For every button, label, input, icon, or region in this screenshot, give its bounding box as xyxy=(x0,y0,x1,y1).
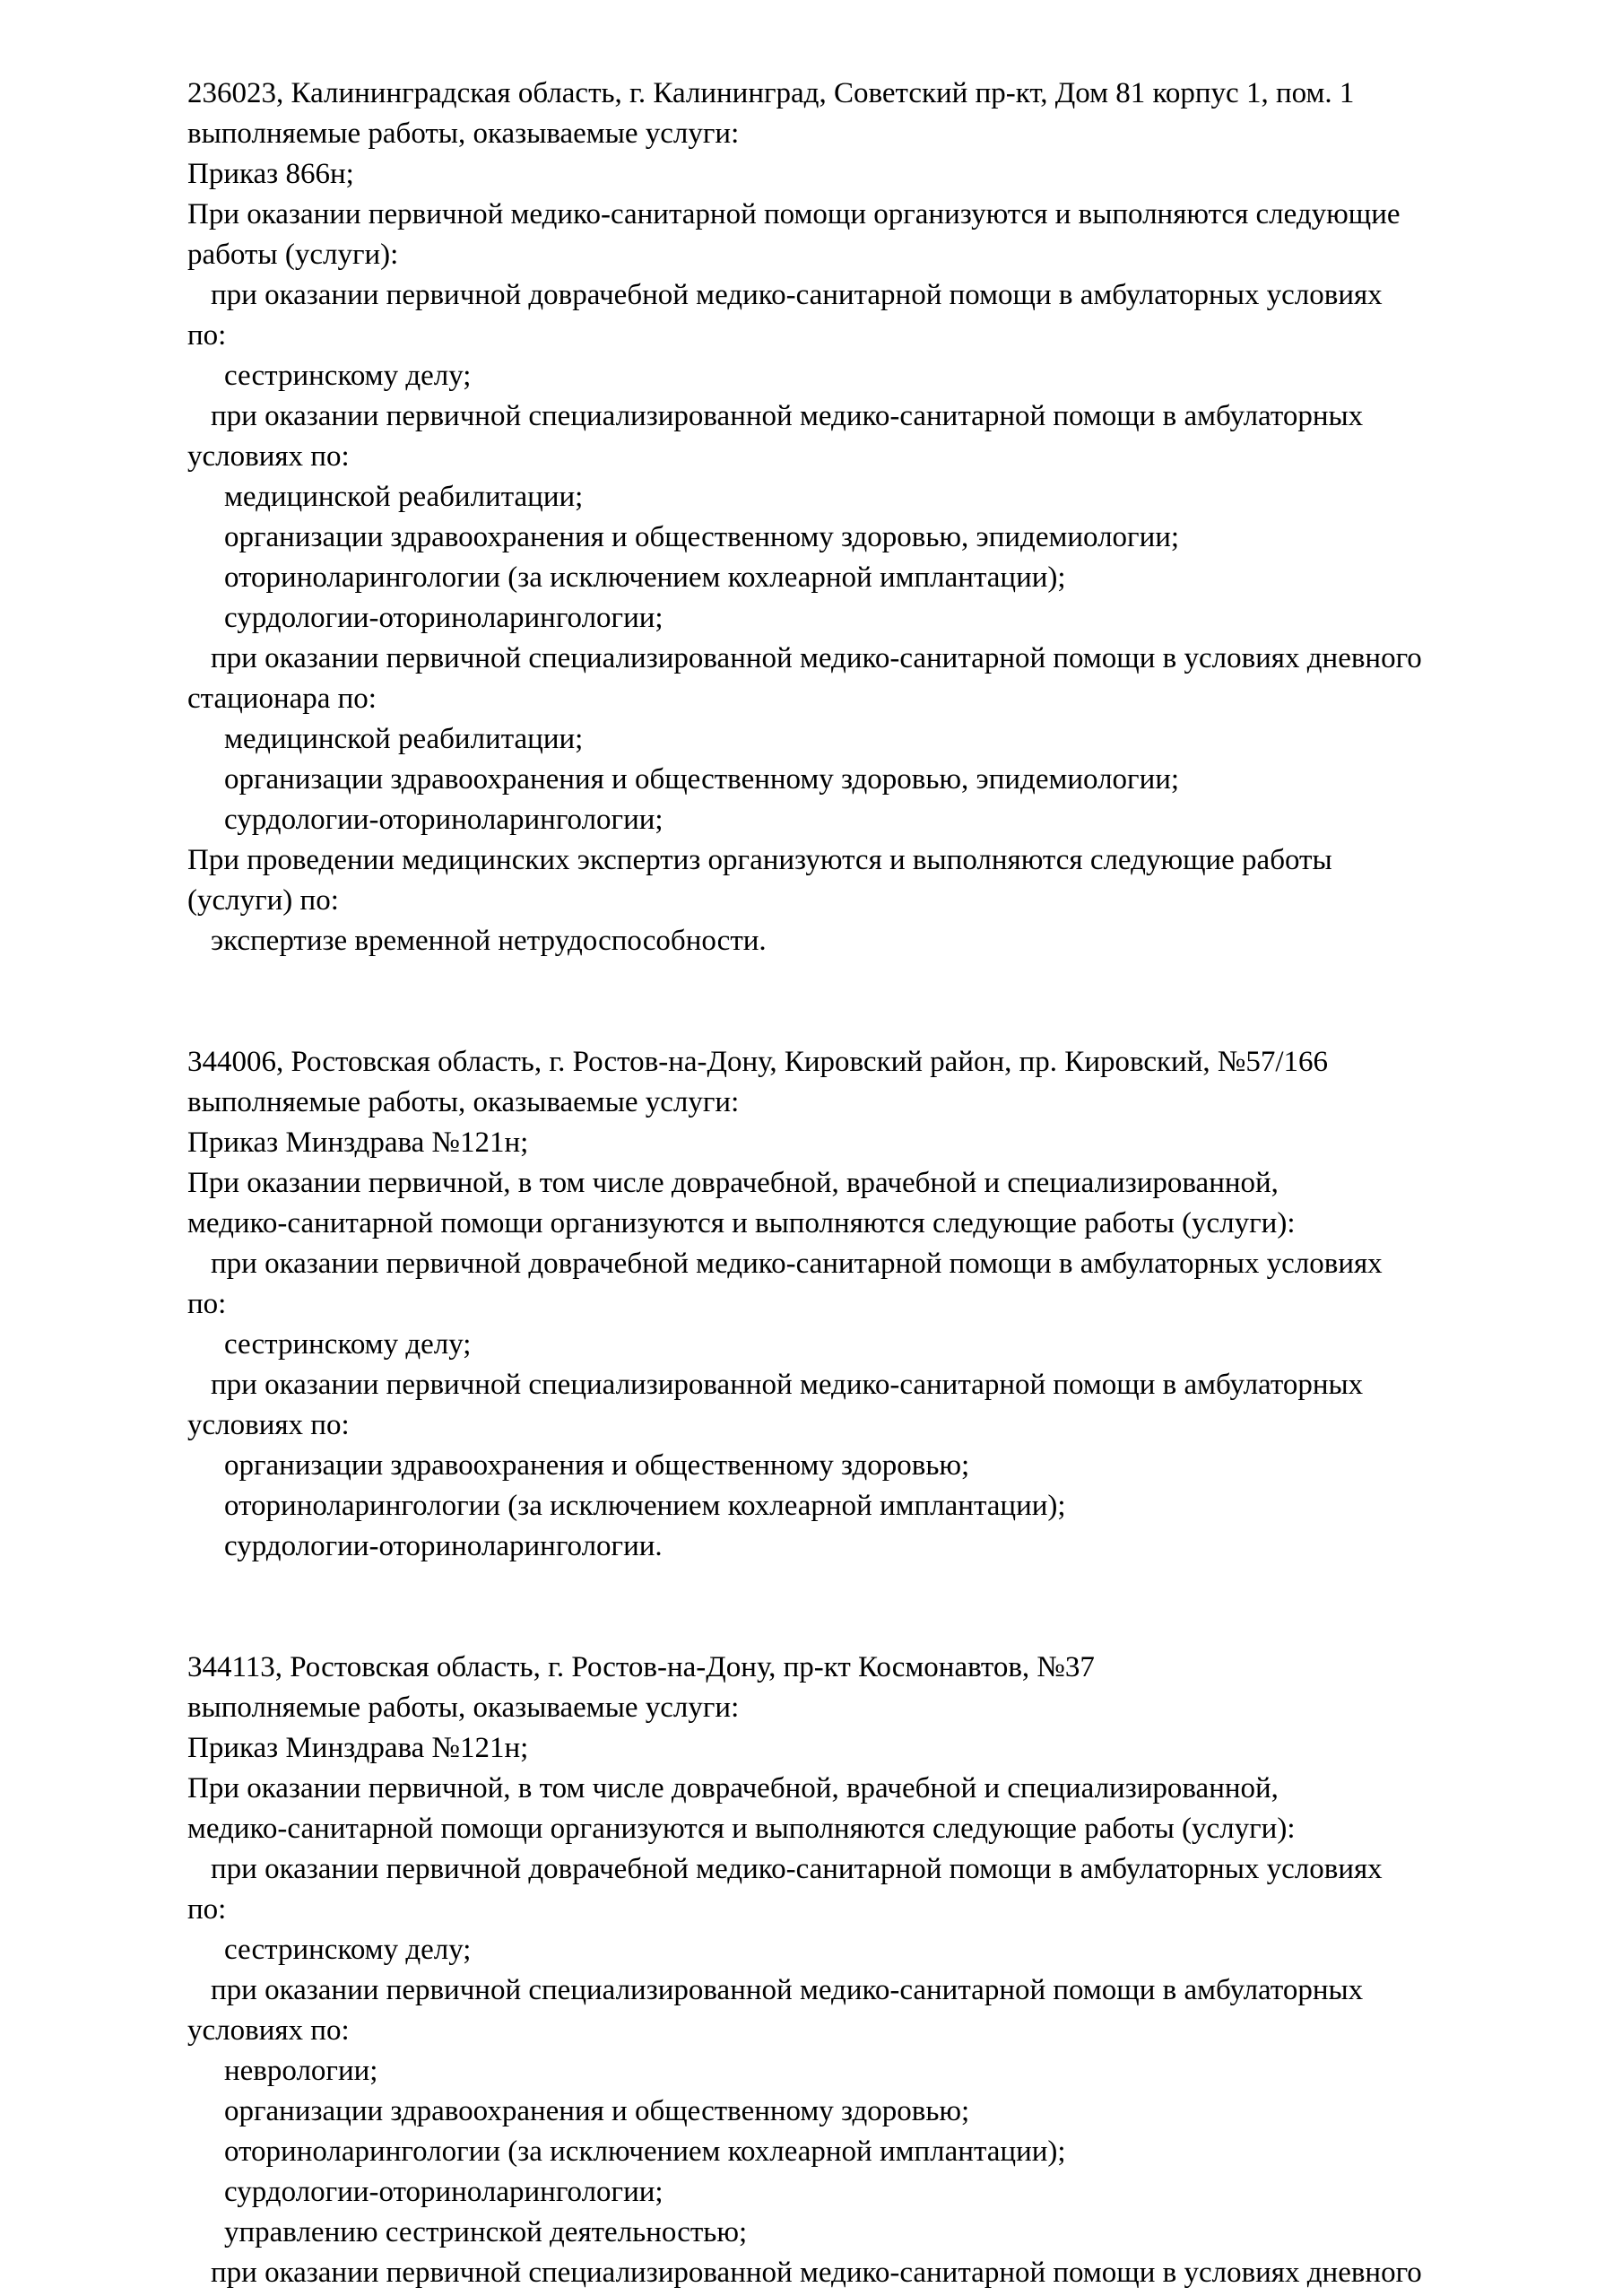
text-line: при оказании первичной специализированной медико-санитарной помощи в условиях дневного xyxy=(211,2257,1422,2289)
section-rostov-344113 xyxy=(187,1648,1568,2293)
text-line: условиях по: xyxy=(187,1409,350,1441)
text-line: При оказании первичной медико-санитарной помощи организуются и выполняются следующие xyxy=(187,198,1401,230)
text-line: Приказ Минздрава №121н; xyxy=(187,1732,529,1764)
text-line: при оказании первичной специализированной медико-санитарной помощи в амбулаторных xyxy=(211,400,1364,432)
text-line: медико-санитарной помощи организуются и выполняются следующие работы (услуги): xyxy=(187,1813,1296,1845)
text-line: сурдологии-оториноларингологии; xyxy=(224,602,664,634)
text-line: при оказании первичной доврачебной медико-санитарной помощи в амбулаторных условиях xyxy=(211,1853,1383,1885)
text-line: экспертизе временной нетрудоспособности. xyxy=(211,925,767,957)
text-line: сестринскому делу; xyxy=(224,1328,472,1361)
text-line: выполняемые работы, оказываемые услуги: xyxy=(187,1692,740,1724)
text-line: выполняемые работы, оказываемые услуги: xyxy=(187,117,740,150)
text-line: организации здравоохранения и общественному здоровью, эпидемиологии; xyxy=(224,763,1180,796)
text-line: по: xyxy=(187,319,227,352)
text-line: сурдологии-оториноларингологии. xyxy=(224,1530,663,1562)
text-line: оториноларингологии (за исключением кохлеарной имплантации); xyxy=(224,2135,1066,2168)
text-line: выполняемые работы, оказываемые услуги: xyxy=(187,1086,740,1118)
text-line: организации здравоохранения и общественному здоровью; xyxy=(224,2095,970,2127)
text-line: 344006, Ростовская область, г. Ростов-на-Дону, Кировский район, пр. Кировский, №57/166 xyxy=(187,1046,1329,1078)
text-line: стационара по: xyxy=(187,683,377,715)
text-line: управлению сестринской деятельностью; xyxy=(224,2216,748,2248)
text-line: оториноларингологии (за исключением кохлеарной имплантации); xyxy=(224,561,1066,594)
text-line: сестринскому делу; xyxy=(224,1934,472,1966)
text-line: При проведении медицинских экспертиз организуются и выполняются следующие работы xyxy=(187,844,1332,876)
text-line: по: xyxy=(187,1893,227,1926)
text-line: оториноларингологии (за исключением кохлеарной имплантации); xyxy=(224,1490,1066,1522)
text-line: при оказании первичной специализированной медико-санитарной помощи в амбулаторных xyxy=(211,1974,1364,2006)
text-line: по: xyxy=(187,1288,227,1320)
text-line: сестринскому делу; xyxy=(224,360,472,392)
text-line: медицинской реабилитации; xyxy=(224,723,584,755)
section-rostov-344006 xyxy=(187,1042,1568,1567)
text-line: (услуги) по: xyxy=(187,884,339,917)
text-line: медицинской реабилитации; xyxy=(224,481,584,513)
text-line: условиях по: xyxy=(187,2014,350,2047)
text-line: сурдологии-оториноларингологии; xyxy=(224,2176,664,2208)
text-line: при оказании первичной доврачебной медико-санитарной помощи в амбулаторных условиях xyxy=(211,279,1383,311)
text-line: При оказании первичной, в том числе доврачебной, врачебной и специализированной, xyxy=(187,1167,1279,1199)
text-line: сурдологии-оториноларингологии; xyxy=(224,804,664,836)
text-line: 344113, Ростовская область, г. Ростов-на-Дону, пр-кт Космонавтов, №37 xyxy=(187,1651,1095,1683)
text-line: Приказ Минздрава №121н; xyxy=(187,1126,529,1159)
text-line: организации здравоохранения и общественному здоровью; xyxy=(224,1449,970,1482)
text-line: условиях по: xyxy=(187,440,350,473)
text-line: при оказании первичной специализированной медико-санитарной помощи в условиях дневного xyxy=(211,642,1422,674)
text-line: медико-санитарной помощи организуются и выполняются следующие работы (услуги): xyxy=(187,1207,1296,1239)
section-kaliningrad-236023 xyxy=(187,74,1568,961)
text-line: При оказании первичной, в том числе доврачебной, врачебной и специализированной, xyxy=(187,1772,1279,1805)
text-line: организации здравоохранения и общественному здоровью, эпидемиологии; xyxy=(224,521,1180,553)
text-line: при оказании первичной доврачебной медико-санитарной помощи в амбулаторных условиях xyxy=(211,1248,1383,1280)
text-line: 236023, Калининградская область, г. Калининград, Советский пр-кт, Дом 81 корпус 1, пом. 1 xyxy=(187,77,1355,109)
text-line: Приказ 866н; xyxy=(187,158,354,190)
text-line: при оказании первичной специализированной медико-санитарной помощи в амбулаторных xyxy=(211,1369,1364,1401)
text-line: работы (услуги): xyxy=(187,239,399,271)
text-line: неврологии; xyxy=(224,2055,378,2087)
